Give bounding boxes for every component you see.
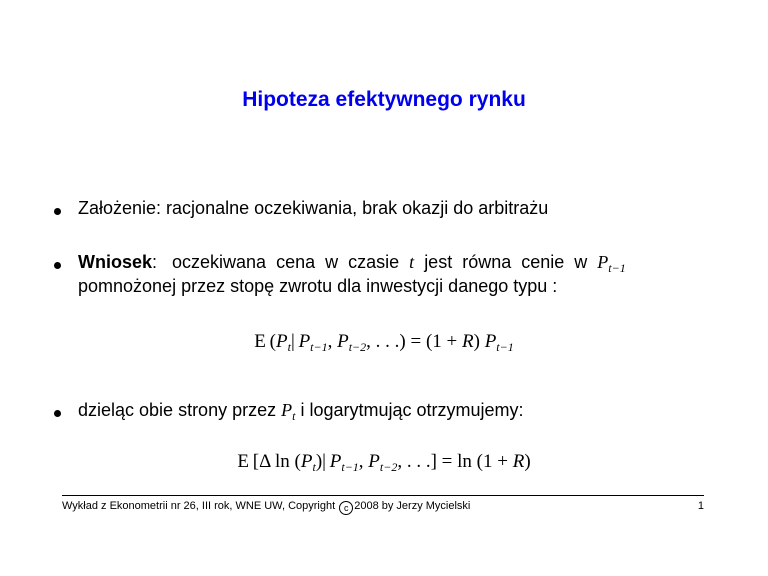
bullet-dot [54,410,61,417]
bullet-dot [54,262,61,269]
copyright-icon: c [339,501,353,515]
bullet-3-text [78,400,524,421]
equation-1: E ($P_t|$ $P_{t-1}$, $P_{t-2}$, . . .) = (1 + R) $P_{t-1}$ [254,331,514,354]
bullet-3-text-b: i logarytmując otrzymujemy: [300,400,524,420]
footer-text-a: Wykład z Ekonometrii nr 26, III rok, WNE UW, Copyright [62,500,336,512]
bullet-1-text: Założenie: racjonalne oczekiwania, brak okazji do arbitrażu [78,198,549,218]
slide-title: Hipoteza efektywnego rynku [242,88,526,111]
bullet-2-line-1 [78,252,626,273]
var-subscript: t−1 [608,261,626,275]
bullet-dot [54,208,61,215]
bullet-2-text-a: : oczekiwana cena w czasie [152,252,400,272]
bullet-2-text-b: jest równa cenie w [424,252,588,272]
var-P: P [281,400,293,420]
footer-text-b: 2008 by Jerzy Mycielski [354,500,471,512]
bullet-2-bold: Wniosek [78,252,153,272]
footer-text [62,500,470,515]
bullet-2-line-2: pomnożonej przez stopę zwrotu dla inwestycji danego typu : [78,276,558,296]
footer-rule [62,495,704,496]
var-subscript: t [292,409,296,423]
equation-2: E [Δ $\ln (P_t)|$ $P_{t-1}$, $P_{t-2}$, . . .] = ln (1 + R) [237,451,531,474]
var-P: P [597,252,609,272]
bullet-3-text-a: dzieląc obie strony przez [78,400,277,420]
page-number: 1 [697,500,704,512]
var-t: t [409,252,415,272]
